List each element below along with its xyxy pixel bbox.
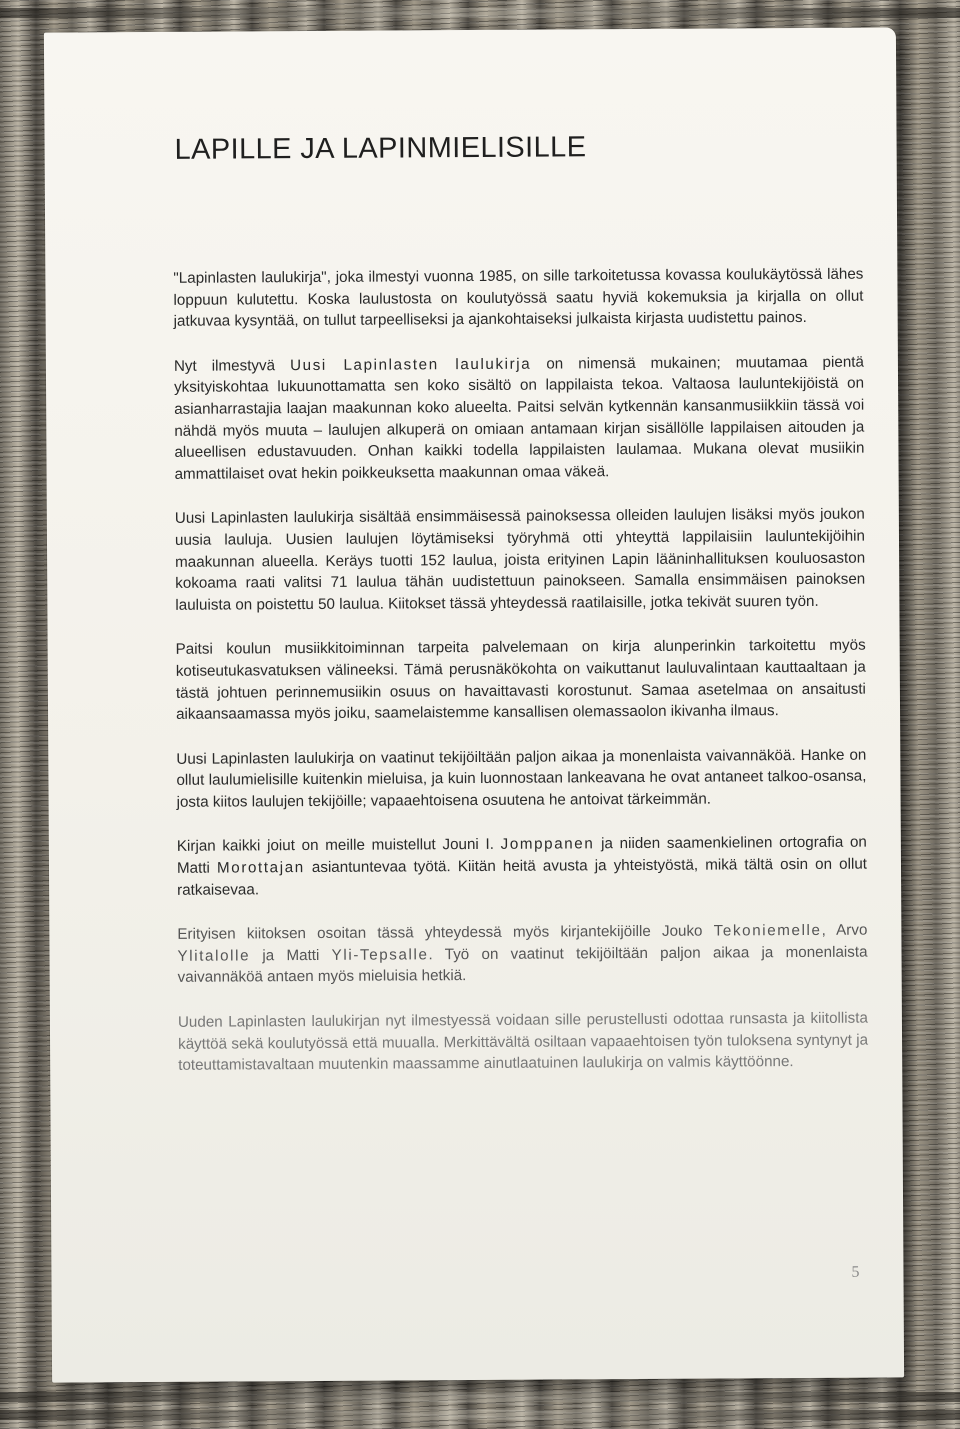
book-page [44, 27, 904, 1382]
spaced-name: Ylitalolle [177, 947, 251, 965]
paragraph [177, 920, 867, 989]
spaced-name: Tekoniemelle [713, 922, 822, 940]
text-run: Uusi Lapinlasten laulukirja on vaatinut tekijöiltään paljon aikaa ja monenlaista vaivannäköä. Hanke on ollut laulumielisille kuitenkin mieluisa, ja kuin luonnostaan lankeavana he ovat antaneet talkoo-osansa, josta kiitos laulujen tekijöille; vapaaehtoisena osuutena he antoivat tärkeimmän. [176, 746, 867, 811]
text-run: , Arvo [821, 921, 868, 940]
paragraph [176, 744, 866, 813]
text-run: on nimensä mukainen; muutamaa pientä yksityiskohtaa lukuunottamatta sen koko sisältö on lappilaista tekoa. Valtaosa lauluntekijöistä on asianharrastajia laajan maakunnan koko alueelta. Paitsi selvän kytkennän kansanmusiikkiin tässä voi nähdä myös muuta – laulujen alkuperä on omiaan antamaan kirjan sisällölle lappilaisen aitouden ja alueellisen edustavuuden. Onhan kaikki todella lappilaisten laulamaa. Mukana olevat musiikin ammattilaiset ovat hekin poikkeuksetta maakunnan omaa väkeä. [174, 353, 865, 483]
text-run: Paitsi koulun musiikkitoiminnan tarpeita palvelemaan on kirja alunperinkin tarkoitettu myös kotiseutukasvatuksen välineeksi. Tämä perusnäkökohta on vaikuttanut lauluvalintaan kauttaaltaan ja tästä johtuen perinnemusiikin osuus on havaittavasti korostunut. Samaa asetelmaa on ansaitusti aikaansaamassa myös joiku, saamelaistemme kansallisen olemassaolon ikivanha ilmaus. [175, 636, 866, 723]
text-run: Erityisen kiitoksen osoitan tässä yhteydessä myös kirjantekijöille Jouko [177, 922, 714, 944]
text-run: Nyt ilmestyvä [173, 356, 291, 375]
paragraph [176, 635, 867, 726]
text-run: Uuden Lapinlasten laulukirjan nyt ilmestyessä voidaan sille perustellusti odottaa runsasta ja kiitollista käyttöä sekä koulutyössä että muualla. Merkittävältä osiltaan vapaaehtoisen työn tuloksena syntynyt ja toteuttamistavaltaan muutenkin maassamme ainutlaatuinen laulukirja on valmis käyttöönne. [177, 1009, 869, 1075]
text-run: ja niiden saamenkielinen ortografia on Matti [176, 834, 867, 877]
paragraph [175, 504, 866, 616]
spaced-name: Uusi Lapinlasten laulukirja [289, 355, 532, 374]
spaced-name: Jomppanen [500, 835, 595, 854]
spaced-name: Yli-Tepsalle [331, 946, 429, 964]
page-title: LAPILLE JA LAPINMIELISILLE [174, 131, 587, 166]
text-run: Kirjan kaikki joiut on meille muistellut Jouni I. [176, 836, 501, 856]
body-text [173, 264, 868, 1100]
text-run: asiantuntevaa työtä. Kiitän heitä avusta ja yhteistyöstä, mikä tältä osin on ollut ratkaisevaa. [177, 855, 868, 899]
text-run: ja Matti [250, 946, 332, 965]
wood-grain-line [0, 1392, 960, 1402]
paragraph [173, 264, 863, 333]
paragraph [174, 351, 865, 485]
text-run: "Lapinlasten laulukirja", joka ilmestyi vuonna 1985, on sille tarkoitetussa kovassa koulukäytössä lähes loppuun kulutettu. Koska laulustosta on koulutyössä saatu hyviä kokemuksia ja kirjalla on ollut jatkuvaa kysyntää, on tullut tarpeelliseksi ja ajankohtaiseksi julkaista kirjasta uudistettu painos. [173, 265, 864, 331]
wood-grain-line [0, 8, 960, 18]
paragraph [178, 1008, 868, 1077]
wood-grain-line [0, 1410, 960, 1420]
text-run: Uusi Lapinlasten laulukirja sisältää ensimmäisessä painoksessa olleiden laulujen lisäksi myös joukon uusia lauluja. Uusien laulujen löytämiseksi työryhmä otti yhteyttä lappilaisiin lauluntekijöihin maakunnan alueella. Keräys tuotti 152 laulua, joista erityinen Lapin lääninhallituksen kouluosaston kokoama raati valitsi 71 laulua tähän uudistettuun painokseen. Samalla ensimmäisen painoksen lauluista on poistettu 50 laulua. Kiitokset tässä yhteydessä raatilaisille, jotka tekivät suuren työn. [174, 505, 866, 614]
paragraph [177, 832, 867, 901]
page-number: 5 [851, 1263, 860, 1281]
spaced-name: Morottajan [216, 859, 305, 877]
text-run: . Työ on vaatinut tekijöiltään paljon aikaa ja monenlaista vaivannäköä antaen myös mieluisia hetkiä. [177, 943, 868, 987]
